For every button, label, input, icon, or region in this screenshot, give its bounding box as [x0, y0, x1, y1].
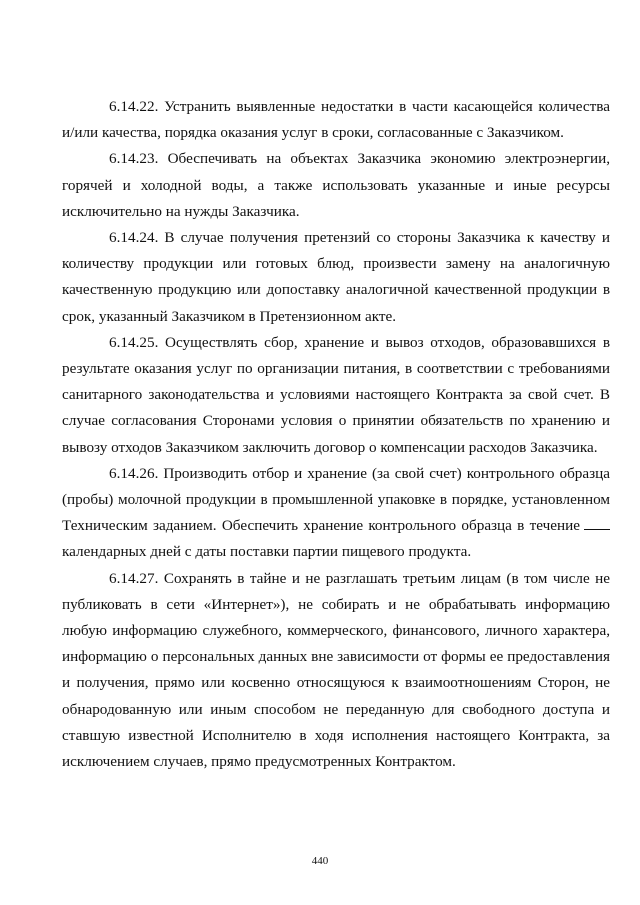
- clause-6-14-24: [62, 225, 610, 330]
- clause-number: 6.14.25.: [109, 333, 159, 351]
- clause-6-14-27: [62, 566, 610, 776]
- document-body: [62, 94, 610, 775]
- clause-6-14-23: [62, 146, 610, 225]
- clause-text: Сохранять в тайне и не разглашать третьим лицам (в том числе не публиковать в сети «Интернет»), не собирать и не обрабатывать информацию любую информацию служебного, коммерческого, финансового, личного характера, информацию о персональных данных вне зависимости от формы ее предоставления и получения, прямо или косвенно относящуюся к взаимоотношениям Сторон, не обнародованную или иным способом не переданную для свободного доступа и ставшую известной Исполнителю в ходя исполнения настоящего Контракта, за исключением случаев, прямо предусмотренных Контрактом.: [62, 569, 610, 771]
- clause-number: 6.14.27.: [109, 569, 159, 587]
- clause-number: 6.14.26.: [109, 464, 159, 482]
- clause-6-14-26: [62, 461, 610, 566]
- clause-number: 6.14.23.: [109, 150, 159, 168]
- clause-text: Осуществлять сбор, хранение и вывоз отходов, образовавшихся в результате оказания услуг по организации питания, в соответствии с требованиями санитарного законодательства и условиями настоящего Контракта за свой счет. В случае согласования Сторонами условия о принятии обязательств по хранению и вывозу отходов Заказчиком заключить договор о компенсации расходов Заказчика.: [62, 333, 610, 456]
- clause-text-continued: календарных дней с даты поставки партии пищевого продукта.: [62, 543, 472, 561]
- clause-number: 6.14.24.: [109, 229, 159, 247]
- fill-in-blank: [584, 515, 610, 530]
- clause-text: Обеспечивать на объектах Заказчика экономию электроэнергии, горячей и холодной воды, а также использовать указанные и иные ресурсы исключительно на нужды Заказчика.: [62, 150, 610, 220]
- clause-number: 6.14.22.: [109, 98, 159, 115]
- clause-text: Устранить выявленные недостатки в части касающейся количества и/или качества, порядка оказания услуг в сроки, согласованные с Заказчиком.: [62, 98, 610, 142]
- clause-6-14-25: [62, 330, 610, 461]
- clause-text: В случае получения претензий со стороны Заказчика к качеству и количеству продукции или готовых блюд, произвести замену на аналогичную качественную продукцию или допоставку аналогичной качественной продукции в срок, указанный Заказчиком в Претензионном акте.: [62, 229, 610, 325]
- clause-text: Производить отбор и хранение (за свой счет) контрольного образца (пробы) молочной продукции в промышленной упаковке в порядке, установленном Техническим заданием. Обеспечить хранение контрольного образца в течение: [62, 464, 610, 535]
- page-number: 440: [311, 855, 329, 867]
- clause-6-14-22: [62, 94, 610, 146]
